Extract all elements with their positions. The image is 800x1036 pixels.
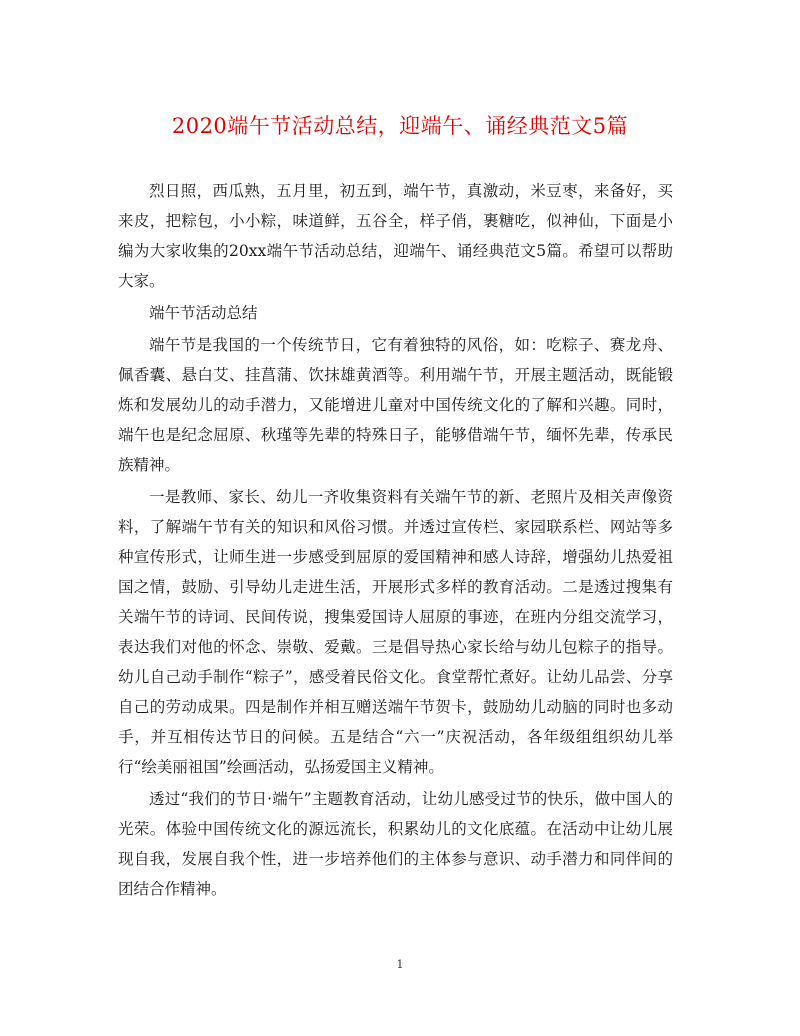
- body-paragraph: 端午节是我国的一个传统节日，它有着独特的风俗，如：吃粽子、赛龙舟、佩香囊、悬白艾、挂菖蒲、饮抹雄黄酒等。利用端午节，开展主题活动，既能锻炼和发展幼儿的动手潜力，又能增进儿童对中国传统文化的了解和兴趣。同时，端午也是纪念屈原、秋瑾等先辈的特殊日子，能够借端午节，缅怀先辈，传承民族精神。: [118, 336, 673, 474]
- document-body: [118, 176, 673, 906]
- page-number: 1: [396, 958, 404, 971]
- intro-paragraph: 烈日照，西瓜熟，五月里，初五到，端午节，真激动，米豆枣，来备好，买来皮，把粽包，小小粽，味道鲜，五谷全，样子俏，裹糖吃，似神仙，下面是小编为大家收集的20xx端午节活动总结，迎端午、诵经典范文5篇。希望可以帮助大家。: [118, 182, 673, 290]
- body-paragraph: 透过“我们的节日·端午”主题教育活动，让幼儿感受过节的快乐，做中国人的光荣。体验中国传统文化的源远流长，积累幼儿的文化底蕴。在活动中让幼儿展现自我，发展自我个性，进一步培养他们的主体参与意识、动手潜力和同伴间的团结合作精神。: [118, 790, 673, 898]
- body-paragraph: 一是教师、家长、幼儿一齐收集资料有关端午节的新、老照片及相关声像资料，了解端午节有关的知识和风俗习惯。并透过宣传栏、家园联系栏、网站等多种宣传形式，让师生进一步感受到屈原的爱国精神和感人诗辞，增强幼儿热爱祖国之情，鼓励、引导幼儿走进生活，开展形式多样的教育活动。二是透过搜集有关端午节的诗词、民间传说，搜集爱国诗人屈原的事迹，在班内分组交流学习，表达我们对他的怀念、崇敬、爱戴。三是倡导热心家长给与幼儿包粽子的指导。幼儿自己动手制作“粽子”，感受着民俗文化。食堂帮忙煮好。让幼儿品尝、分享自己的劳动成果。四是制作并相互赠送端午节贺卡，鼓励幼儿动脑的同时也多动手，并互相传达节日的问候。五是结合“六一”庆祝活动，各年级组组织幼儿举行“绘美丽祖国”绘画活动，弘扬爱国主义精神。: [118, 488, 673, 776]
- section-heading: 端午节活动总结: [149, 304, 258, 322]
- document-title: 2020端午节活动总结，迎端午、诵经典范文5篇: [171, 114, 629, 138]
